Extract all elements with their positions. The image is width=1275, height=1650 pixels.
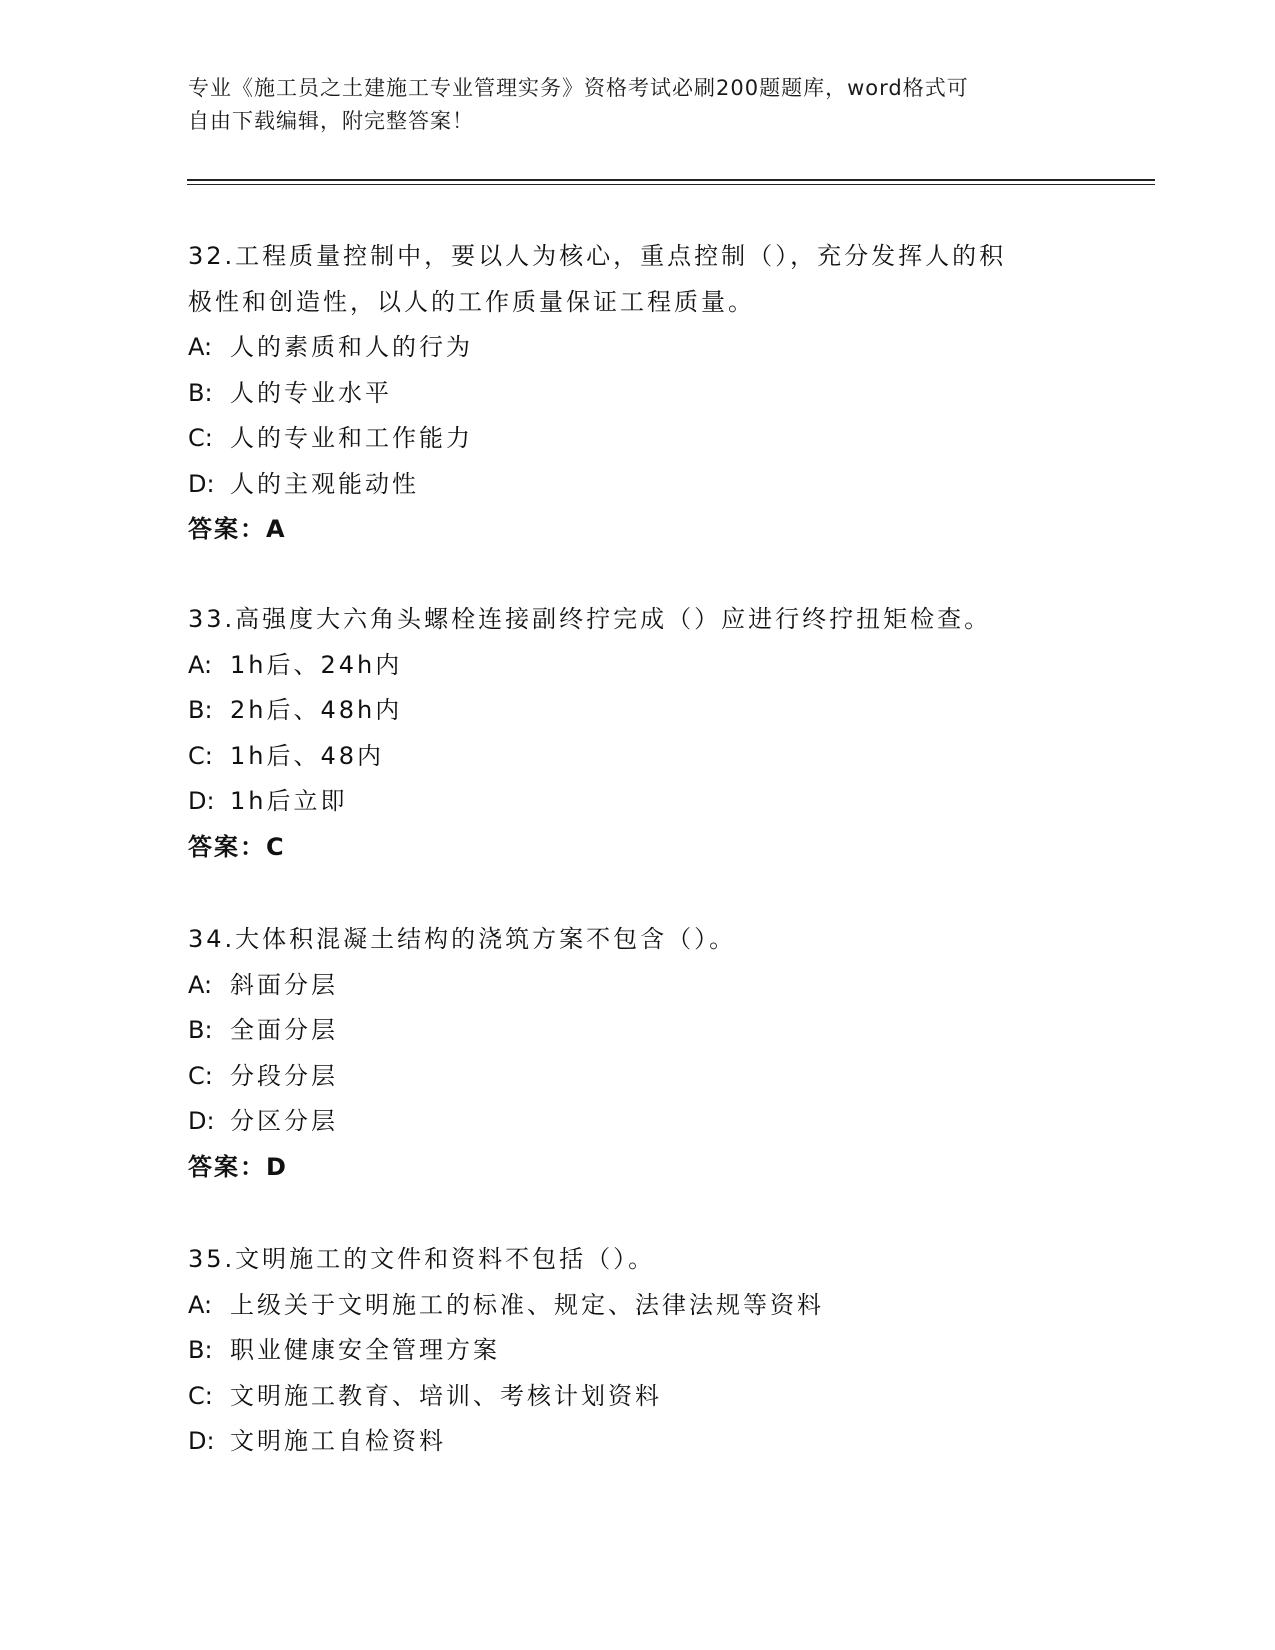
option-label: A: (188, 333, 213, 361)
document-header (188, 72, 1088, 138)
option-text: 分区分层 (230, 1107, 338, 1135)
question-32 (188, 234, 1088, 553)
option-text: 1h后立即 (230, 787, 348, 815)
option-c (188, 734, 1088, 780)
option-text: 人的素质和人的行为 (230, 333, 473, 361)
header-title-line-2: 自由下载编辑，附完整答案！ (188, 109, 474, 133)
header-divider-thick (187, 179, 1155, 181)
question-stem-line: 35.文明施工的文件和资料不包括（）。 (188, 1245, 656, 1273)
option-label: A: (188, 1290, 213, 1319)
question-stem-line: 32.工程质量控制中，要以人为核心，重点控制（），充分发挥人的积 (188, 242, 1007, 270)
answer-line: 答案：A (188, 515, 287, 543)
option-a (188, 963, 1088, 1009)
option-label: C: (188, 1381, 213, 1410)
option-label: B: (188, 1336, 213, 1364)
option-d (188, 1099, 1088, 1145)
option-label: D: (188, 787, 215, 815)
question-stem-line: 33.高强度大六角头螺栓连接副终拧完成（）应进行终拧扭矩检查。 (188, 605, 992, 633)
option-a (188, 325, 1088, 371)
option-text: 人的主观能动性 (230, 469, 419, 498)
option-text: 全面分层 (230, 1016, 338, 1044)
option-label: A: (188, 970, 213, 999)
option-text: 2h后、48h内 (230, 696, 403, 724)
option-c (188, 416, 1088, 462)
option-label: C: (188, 741, 213, 770)
option-label: C: (188, 1061, 213, 1090)
header-divider-thin (187, 184, 1155, 185)
option-b (188, 1008, 1088, 1054)
option-text: 上级关于文明施工的标准、规定、法律法规等资料 (230, 1290, 824, 1319)
question-stem-line: 34.大体积混凝土结构的浇筑方案不包含（）。 (188, 925, 737, 953)
header-title-line-1: 专业《施工员之土建施工专业管理实务》资格考试必刷200题题库，word格式可 (188, 76, 969, 100)
question-34 (188, 917, 1088, 1190)
option-text: 文明施工教育、培训、考核计划资料 (230, 1381, 662, 1410)
option-d (188, 462, 1088, 508)
question-35 (188, 1237, 1088, 1465)
option-text: 斜面分层 (230, 970, 338, 999)
option-a (188, 1283, 1088, 1329)
question-33 (188, 597, 1088, 870)
question-stem-line: 极性和创造性，以人的工作质量保证工程质量。 (188, 287, 755, 316)
option-text: 人的专业水平 (230, 378, 392, 407)
option-label: D: (188, 469, 215, 498)
answer-line: 答案：C (188, 832, 286, 861)
option-label: D: (188, 1427, 215, 1455)
answer-line: 答案：D (188, 1152, 288, 1181)
option-d (188, 1419, 1088, 1465)
option-text: 1h后、48内 (230, 741, 385, 770)
option-d (188, 779, 1088, 825)
option-b (188, 1328, 1088, 1374)
option-text: 1h后、24h内 (230, 650, 403, 679)
option-label: D: (188, 1107, 215, 1135)
option-label: B: (188, 378, 213, 407)
option-c (188, 1374, 1088, 1420)
option-label: C: (188, 424, 213, 452)
option-b (188, 371, 1088, 417)
option-text: 分段分层 (230, 1061, 338, 1090)
option-text: 人的专业和工作能力 (230, 424, 473, 452)
option-text: 文明施工自检资料 (230, 1427, 446, 1455)
option-b (188, 688, 1088, 734)
option-label: B: (188, 696, 213, 724)
option-a (188, 643, 1088, 689)
option-label: A: (188, 650, 213, 679)
option-c (188, 1054, 1088, 1100)
option-text: 职业健康安全管理方案 (230, 1336, 500, 1364)
option-label: B: (188, 1016, 213, 1044)
